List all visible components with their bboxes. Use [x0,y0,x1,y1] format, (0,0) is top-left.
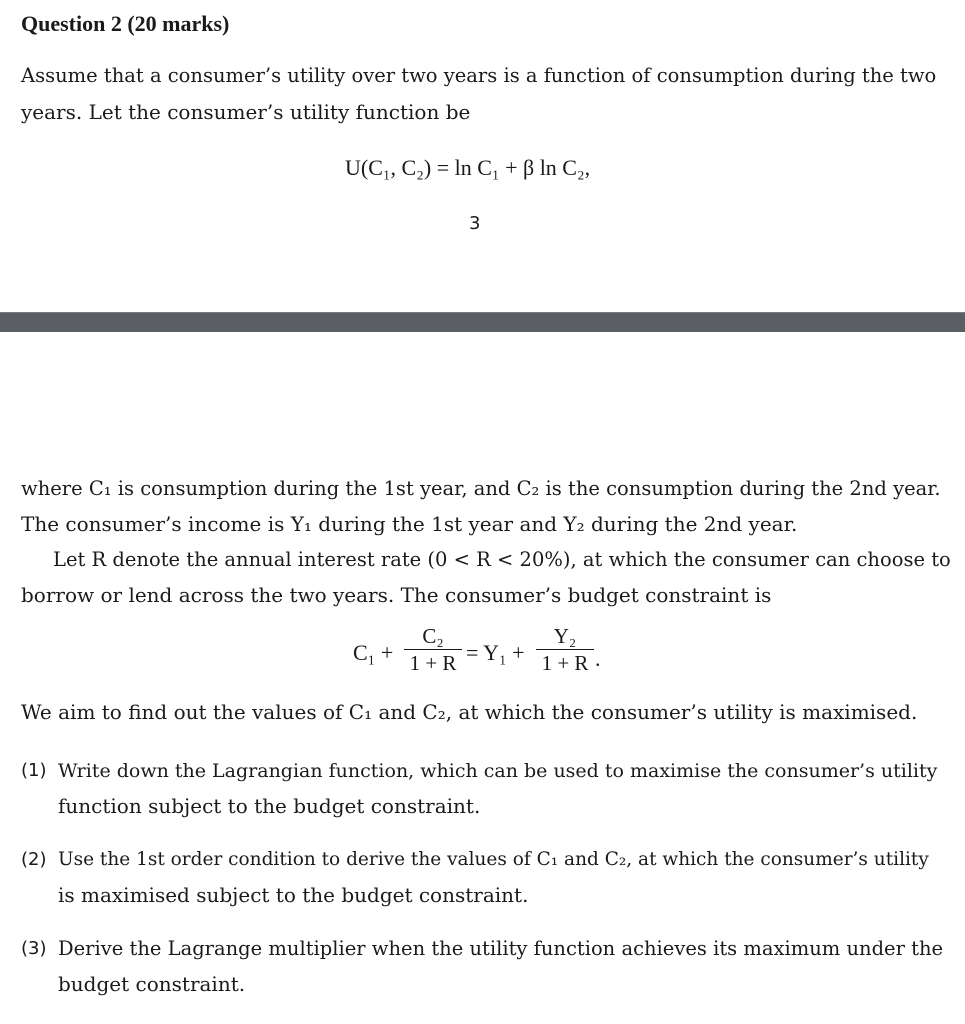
item-line-1: Write down the Lagrangian function, which can be used to maximise the consumer’s utility [58,760,938,782]
item-number: (2) [21,849,47,870]
item-line-2: function subject to the budget constraint. [58,794,481,818]
budget-fraction-2 [536,624,594,675]
page-number: 3 [469,213,481,234]
rate-line-2: borrow or lend across the two years. The consumer’s budget constraint is [21,583,772,607]
intro-line-1: Assume that a consumer’s utility over two years is a function of consumption during the two [21,64,937,87]
definition-line-2: The consumer’s income is Y₁ during the 1st year and Y₂ during the 2nd year. [21,512,798,536]
question-title: Question 2 (20 marks) [21,11,230,36]
page-break-divider [0,312,965,332]
budget-middle: = Y₁ + [466,640,525,665]
budget-end: . [595,646,601,671]
item-line-1: Use the 1st order condition to derive the values of C₁ and C₂, at which the consumer’s utility [58,849,929,870]
item-line-2: budget constraint. [58,972,246,996]
aim-line: We aim to find out the values of C₁ and C₂, at which the consumer’s utility is maximised. [21,700,918,724]
item-number: (3) [21,938,47,959]
budget-lhs-term: C₁ + [353,640,394,665]
item-line-1: Derive the Lagrange multiplier when the utility function achieves its maximum under the [58,937,944,960]
budget-fraction-2-denominator: 1 + R [541,651,589,675]
budget-fraction-1-denominator: 1 + R [409,651,457,675]
rate-line-1: Let R denote the annual interest rate (0 < R < 20%), at which the consumer can choose to [53,548,951,571]
definition-line-1: where C₁ is consumption during the 1st year, and C₂ is the consumption during the 2nd year. [21,477,941,500]
utility-equation: U(C₁, C₂) = ln C₁ + β ln C₂, [345,155,591,180]
item-number: (1) [21,760,47,781]
intro-line-2: years. Let the consumer’s utility function be [21,100,471,124]
budget-fraction-1-numerator: C₂ [422,624,444,648]
item-line-2: is maximised subject to the budget constraint. [58,883,529,907]
budget-fraction-1 [404,624,462,675]
budget-fraction-2-numerator: Y₂ [553,624,577,648]
